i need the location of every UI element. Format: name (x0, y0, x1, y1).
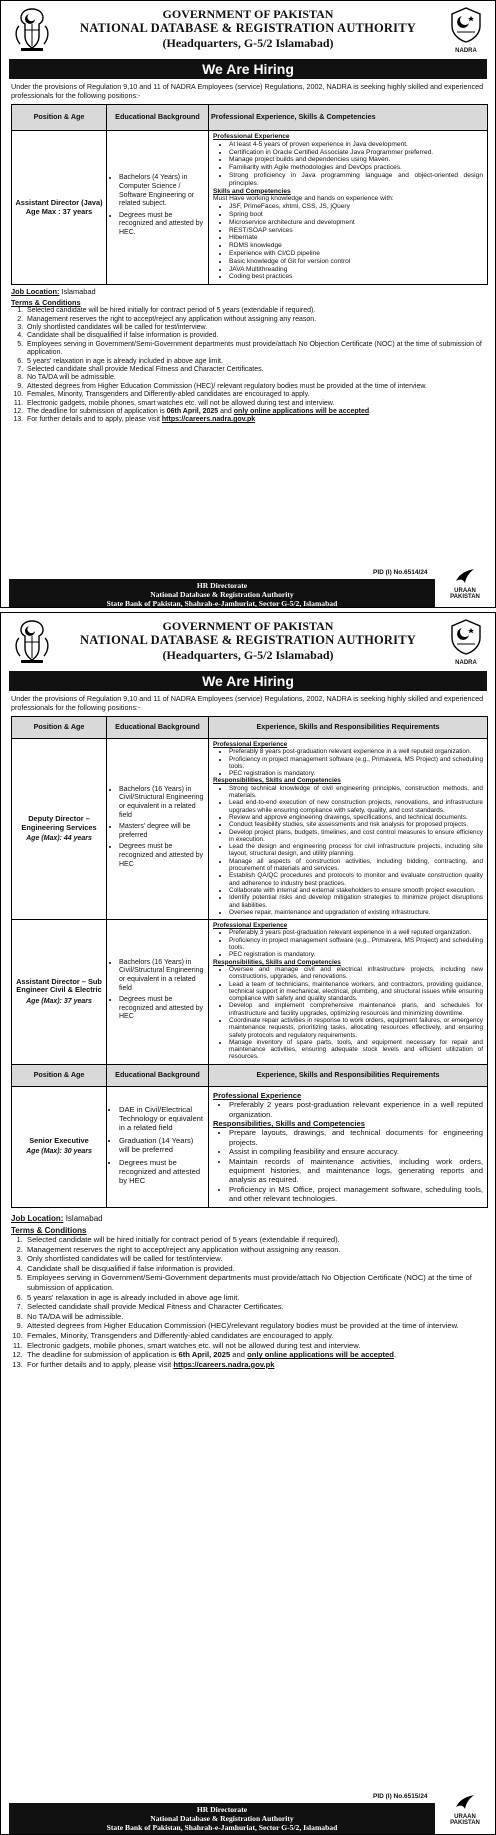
skill-item: • JSF, PrimeFaces, xhtml, CSS, JS, jQuery (229, 203, 483, 211)
skill-item: • Basic knowledge of Git for version control (229, 258, 483, 266)
job-location-value: Islamabad (61, 287, 96, 297)
experience-item: • Preferably 8 years post-graduation relevant experience in a well reputed organization. (229, 748, 483, 755)
experience-heading: Professional Experience (213, 133, 290, 140)
experience-item: • Familiarity with Agile methodologies and DevOps practices. (229, 164, 483, 172)
hiring-banner: We Are Hiring (9, 671, 487, 691)
footer-line-address: State Bank of Pakistan, Shahrah-e-Jamhuriat, Sector G-5/2, Islamabad (106, 1823, 338, 1832)
nadra-logo (447, 6, 485, 54)
education-item: • Bachelors (16 Years) in Civil/Structural Engineering or equivalent in a related field (119, 959, 205, 993)
position-cell (12, 920, 107, 1065)
responsibility-item: • Develop project plans, budgets, timelines, and cost control measures to ensure efficiency in execution. (229, 829, 483, 844)
pid-number: PID (I) No.6515/24 (373, 1793, 428, 1800)
education-item: • Bachelors (16 Years) in Civil/Structural Engineering or equivalent in a related field (119, 786, 205, 820)
col-header-education: Educational Background (107, 105, 209, 131)
responsibility-item: • Strong technical knowledge of civil engineering principles, construction methods, and materials. (229, 785, 483, 800)
footer-line-authority: National Database & Registration Authority (150, 590, 294, 599)
education-item: • Degrees must be recognized and attested by HEC (119, 996, 205, 1022)
deadline-text: The deadline for submission of application is (27, 408, 167, 416)
careers-link[interactable]: https://careers.nadra.gov.pk (161, 416, 256, 424)
term-item: 3. Only shortlisted candidates will be called for test/interview. (25, 324, 485, 332)
experience-item: • Proficiency in project management software (e.g., Primavera, MS Project) and scheduling tools. (229, 756, 483, 771)
nadra-label: NADRA (455, 660, 477, 667)
table-row (12, 739, 488, 920)
position-cell (12, 131, 107, 285)
nadra-logo-icon (449, 618, 483, 656)
experience-item: • Manage project builds and dependencies using Maven. (229, 156, 483, 164)
header-line-government: GOVERNMENT OF PAKISTAN (162, 7, 334, 21)
responsibility-item: • Maintain records of maintenance activities, including work orders, equipment histories, and maintenance logs, generating reports and analysis as required. (229, 1157, 483, 1185)
experience-cell (209, 131, 488, 285)
responsibility-item: • Oversee repair, maintenance and upgradation of existing infrastructure. (229, 909, 483, 916)
education-item: • Degrees must be recognized and attested by HEC (119, 843, 205, 869)
job-location-value: Islamabad (65, 1213, 103, 1223)
position-age: Age (Max): 44 years (26, 835, 92, 843)
experience-item: • PEC registration is mandatory. (229, 770, 483, 777)
position-title: Senior Executive (29, 1135, 89, 1145)
position-cell (12, 1086, 107, 1207)
term-item: 9. Attested degrees from Higher Education Commission (HEC)/relevant regulatory bodies must be provided at the time of interview. (25, 1321, 485, 1331)
online-only-note: only online applications will be accepted (233, 408, 370, 416)
uraan-label: URAAN (454, 1813, 476, 1820)
terms-heading: Terms & Conditions (11, 297, 81, 307)
education-cell (107, 739, 209, 920)
responsibility-item: • Conduct feasibility studies, site assessments and risk analysis for proposed projects. (229, 821, 483, 828)
responsibility-item: • Lead a team of technicians, maintenance workers, and contractors, providing guidance, technical support in mechanical, electrical, plumbing, and structural issues while ensuring compliance with safety and quality standards. (229, 981, 483, 1003)
terms-list (1, 307, 495, 425)
education-item: • Degrees must be recognized and attested by HEC (119, 1158, 205, 1186)
skill-item: • RDMS knowledge (229, 242, 483, 250)
term-item: 9. Attested degrees from Higher Education Commission (HEC)/ relevant regulatory bodies must be provided at the time of interview. (25, 383, 485, 391)
job-location-label: Job Location: (11, 1213, 64, 1223)
education-item: • Degrees must be recognized and attested by HEC. (119, 212, 205, 238)
footer-contact (9, 1803, 435, 1834)
table-header-row (12, 1064, 488, 1086)
responsibility-item: • Manage all aspects of construction activities, including bidding, contracting, and procurement of materials and services. (229, 858, 483, 873)
experience-cell (209, 1086, 488, 1207)
deadline-period: . (369, 408, 372, 416)
position-age: Age (Max): 37 years (26, 997, 92, 1005)
footer-contact (9, 579, 435, 608)
term-item: 4. Candidate shall be disqualified if false information is provided. (25, 332, 485, 340)
responsibility-item: • Prepare layouts, drawings, and technical documents for engineering projects. (229, 1128, 483, 1147)
header-line-headquarters: (Headquarters, G-5/2 Islamabad) (162, 36, 334, 50)
header-line-government: GOVERNMENT OF PAKISTAN (162, 619, 334, 633)
uraan-pakistan-logo (443, 567, 487, 601)
term-item: 1. Selected candidate will be hired initially for contract period of 5 years (extendable if required). (25, 1235, 485, 1245)
apply-text: For further details and to apply, please visit (27, 1359, 174, 1369)
term-item: 5. Employees serving in Government/Semi-Government departments must provide/attach No Objection Certificate (NOC) at the time of submission of application. (25, 1273, 485, 1292)
col-header-experience: Experience, Skills and Responsibilities Requirements (209, 717, 488, 739)
ad-header (1, 1, 495, 59)
education-cell (107, 1086, 209, 1207)
experience-item: • Proficiency in project management software (e.g., Primavera, MS Project) and scheduling tools. (229, 937, 483, 952)
position-title: Deputy Director – Engineering Services (21, 814, 97, 832)
education-item: • Masters' degree will be preferred (119, 823, 205, 840)
ad-header (1, 613, 495, 671)
responsibility-item: • Lead the design and engineering process for civil infrastructure projects, including site layout, structural design, and utility planning. (229, 843, 483, 858)
experience-cell (209, 920, 488, 1065)
term-item: 5. Employees serving in Government/Semi-Government departments must provide/attach No Objection Certificate (NOC) at the time of submission of application. (25, 341, 485, 358)
deadline-period: . (393, 1350, 397, 1360)
intro-text: Under the provisions of Regulation 9,10 and 11 of NADRA Employees (service) Regulations, 2002, NADRA is seeking highly skilled and experienced professionals for the following positions:- (11, 82, 484, 100)
col-header-education: Educational Background (107, 1064, 209, 1086)
deadline-and: and (218, 408, 234, 416)
apply-text: For further details and to apply, please visit (27, 416, 162, 424)
term-item: 11. Electronic gadgets, mobile phones, smart watches etc. will not be allowed during test and interview. (25, 1341, 485, 1351)
skills-heading: Skills and Competencies (213, 187, 291, 195)
footer-line-directorate: HR Directorate (196, 1805, 248, 1814)
job-advertisement-java (0, 0, 496, 608)
education-cell (107, 131, 209, 285)
state-emblem-icon (11, 6, 53, 52)
careers-link[interactable]: https://careers.nadra.gov.pk (173, 1359, 275, 1369)
footer-line-address: State Bank of Pakistan, Shahrah-e-Jamhuriat, Sector G-5/2, Islamabad (106, 599, 338, 608)
experience-item: • PEC registration is mandatory. (229, 951, 483, 958)
uraan-bird-icon (454, 1793, 476, 1811)
footer-line-authority: National Database & Registration Authority (150, 1814, 294, 1823)
position-cell (12, 739, 107, 920)
terms-list (1, 1235, 495, 1369)
uraan-label: URAAN (454, 587, 476, 594)
responsibility-item: • Establish QA/QC procedures and protocols to monitor and evaluate construction quality and adherence to industry best practices. (229, 872, 483, 887)
education-item: • Graduation (14 Years) will be preferred (119, 1136, 205, 1155)
positions-table (11, 104, 488, 285)
term-item-apply (25, 1360, 485, 1370)
experience-item: • Strong proficiency in Java programming language and object-oriented design principles. (229, 172, 483, 188)
state-emblem-icon (11, 618, 53, 664)
footer-line-directorate: HR Directorate (196, 581, 248, 590)
responsibility-item: • Oversee and manage civil and electrical infrastructure projects, including new constructions, upgrades, and renovations. (229, 966, 483, 981)
responsibility-item: • Proficiency in MS Office, project management software, scheduling tools, and other relevant technologies. (229, 1185, 483, 1204)
table-row (12, 1086, 488, 1207)
term-item: 10. Females, Minority, Transgenders and Differently-abled candidates are encouraged to apply. (25, 1331, 485, 1341)
term-item: 1. Selected candidate will be hired initially for contract period of 5 years (extendable if required). (25, 307, 485, 315)
responsibility-item: • Review and approve engineering drawings, specifications, and technical documents. (229, 814, 483, 821)
term-item-deadline (25, 408, 485, 416)
skill-item: • Experience with CI/CD pipeline (229, 250, 483, 258)
table-header-row (12, 717, 488, 739)
header-line-authority: NATIONAL DATABASE & REGISTRATION AUTHORITY (79, 21, 416, 35)
col-header-experience: Professional Experience, Skills & Competencies (209, 105, 488, 131)
col-header-position: Position & Age (12, 1064, 107, 1086)
term-item: 6. 5 years' relaxation in age is already included in above age limit. (25, 1293, 485, 1303)
term-item: 4. Candidate shall be disqualified if false information is provided. (25, 1264, 485, 1274)
nadra-logo (447, 618, 485, 666)
experience-heading: Professional Experience (213, 922, 288, 930)
col-header-position: Position & Age (12, 717, 107, 739)
responsibility-item: • Collaborate with internal and external stakeholders to ensure smooth project execution. (229, 887, 483, 894)
responsibility-item: • Lead end-to-end execution of new construction projects, renovations, and infrastructure upgrades while ensuring compliance with safety, quality, and cost standards. (229, 799, 483, 814)
skill-item: • Microservice architecture and development (229, 219, 483, 227)
hiring-banner: We Are Hiring (9, 59, 487, 79)
education-item: • DAE in Civil/Electrical Technology or equivalent in a related field (119, 1105, 205, 1133)
responsibilities-heading: Responsibilities, Skills and Competencies (213, 1118, 365, 1128)
deadline-and: and (230, 1350, 248, 1360)
col-header-education: Educational Background (107, 717, 209, 739)
experience-item: • At least 4-5 years of proven experience in Java development. (229, 141, 483, 149)
term-item: 2. Management reserves the right to accept/reject any application without assigning any reason. (25, 316, 485, 324)
term-item: 8. No TA/DA will be admissible. (25, 374, 485, 382)
skills-intro: Must Have working knowledge and hands on experience with: (213, 195, 394, 203)
experience-item: • Preferably 3 years post-graduation relevant experience in a well reputed organization. (229, 929, 483, 936)
deadline-date: 06th April, 2025 (166, 408, 219, 416)
responsibility-item: • Assist in compiling feasibility and ensure accuracy. (229, 1147, 483, 1156)
position-age: Age Max : 37 years (25, 207, 93, 217)
table-row (12, 920, 488, 1065)
nadra-logo-icon (449, 6, 483, 44)
responsibility-item: • Develop and implement comprehensive maintenance plans, and schedules for infrastructure and facility upgrades, optimizing resources and minimizing downtime. (229, 1002, 483, 1017)
term-item: 7. Selected candidate shall provide Medical Fitness and Character Certificates. (25, 366, 485, 374)
skill-item: • Hibernate (229, 234, 483, 242)
education-cell (107, 920, 209, 1065)
responsibility-item: • Coordinate repair activities in response to work orders, equipment failures, or emergency maintenance requests, prioritizing tasks, allocating resources effectively, and ensuring safety protocols and regulatory requirements. (229, 1017, 483, 1039)
nadra-label: NADRA (455, 48, 477, 55)
table-row (12, 131, 488, 285)
responsibility-item: • Manage inventory of spare parts, tools, and equipment necessary for repair and maintenance activities, ensuring adequate stock levels and efficient utilization of resources. (229, 1039, 483, 1061)
position-title: Assistant Director – Sub Engineer Civil & Electric (16, 976, 102, 995)
term-item-apply (25, 416, 485, 424)
uraan-pakistan-logo (443, 1793, 487, 1827)
responsibility-item: • Identify potential risks and develop mitigation strategies to minimize project disruptions and liabilities. (229, 894, 483, 909)
term-item: 3. Only shortlisted candidates will be called for test/interview. (25, 1254, 485, 1264)
positions-table (11, 716, 488, 1208)
responsibilities-heading: Responsibilities, Skills and Competencies (213, 958, 341, 966)
online-only-note: only online applications will be accepted (247, 1350, 394, 1360)
pakistan-label: PAKISTAN (450, 594, 480, 600)
skill-item: • Coding best practices (229, 273, 483, 281)
term-item: 8. No TA/DA will be admissible. (25, 1312, 485, 1322)
intro-text: Under the provisions of Regulation 9,10 and 11 of NADRA Employees (service) Regulations, 2002, NADRA is seeking highly skilled and experienced professionals for the following positions:- (11, 694, 484, 712)
job-location-label: Job Location: (11, 287, 60, 297)
col-header-experience: Experience, Skills and Responsibilities Requirements (209, 1064, 488, 1086)
experience-heading: Professional Experience (213, 1090, 302, 1100)
term-item-deadline (25, 1350, 485, 1360)
skill-item: • JAVA Multithreading (229, 266, 483, 274)
pid-number: PID (I) No.6514/24 (373, 569, 428, 576)
experience-item: • Preferably 2 years post-graduation relevant experience in a well reputed organization. (229, 1100, 483, 1119)
term-item: 6. 5 years' relaxation in age is already included in above age limit. (25, 358, 485, 366)
term-item: 2. Management reserves the right to accept/reject any application without assigning any reason. (25, 1245, 485, 1255)
term-item: 11. Electronic gadgets, mobile phones, smart watches etc. will not be allowed during test and interview. (25, 400, 485, 408)
header-line-authority: NATIONAL DATABASE & REGISTRATION AUTHORITY (79, 633, 416, 647)
responsibilities-heading: Responsibilities, Skills and Competencies (213, 777, 341, 785)
experience-cell (209, 739, 488, 920)
position-age: Age (Max): 30 years (26, 1148, 92, 1156)
uraan-bird-icon (454, 567, 476, 585)
table-header-row (12, 105, 488, 131)
education-item: • Bachelors (4 Years) in Computer Science / Software Engineering or related subject. (119, 174, 205, 208)
term-item: 7. Selected candidate shall provide Medical Fitness and Character Certificates. (25, 1302, 485, 1312)
deadline-text: The deadline for submission of application is (27, 1350, 179, 1360)
terms-heading: Terms & Conditions (11, 1225, 87, 1235)
skill-item: • Spring boot (229, 211, 483, 219)
pakistan-label: PAKISTAN (450, 1820, 480, 1826)
position-title: Assistant Director (Java) (15, 197, 103, 207)
deadline-date: 6th April, 2025 (178, 1350, 231, 1360)
skill-item: • REST/SOAP services (229, 227, 483, 235)
job-location (1, 285, 495, 297)
experience-item: • Certification in Oracle Certified Associate Java Programmer preferred. (229, 149, 483, 157)
experience-heading: Professional Experience (213, 741, 288, 748)
header-line-headquarters: (Headquarters, G-5/2 Islamabad) (162, 648, 334, 662)
job-advertisement-engineering (0, 612, 496, 1835)
col-header-position: Position & Age (12, 105, 107, 131)
job-location (1, 1208, 495, 1223)
term-item: 10. Females, Minority, Transgenders and Differently-abled candidates are encouraged to apply. (25, 391, 485, 399)
